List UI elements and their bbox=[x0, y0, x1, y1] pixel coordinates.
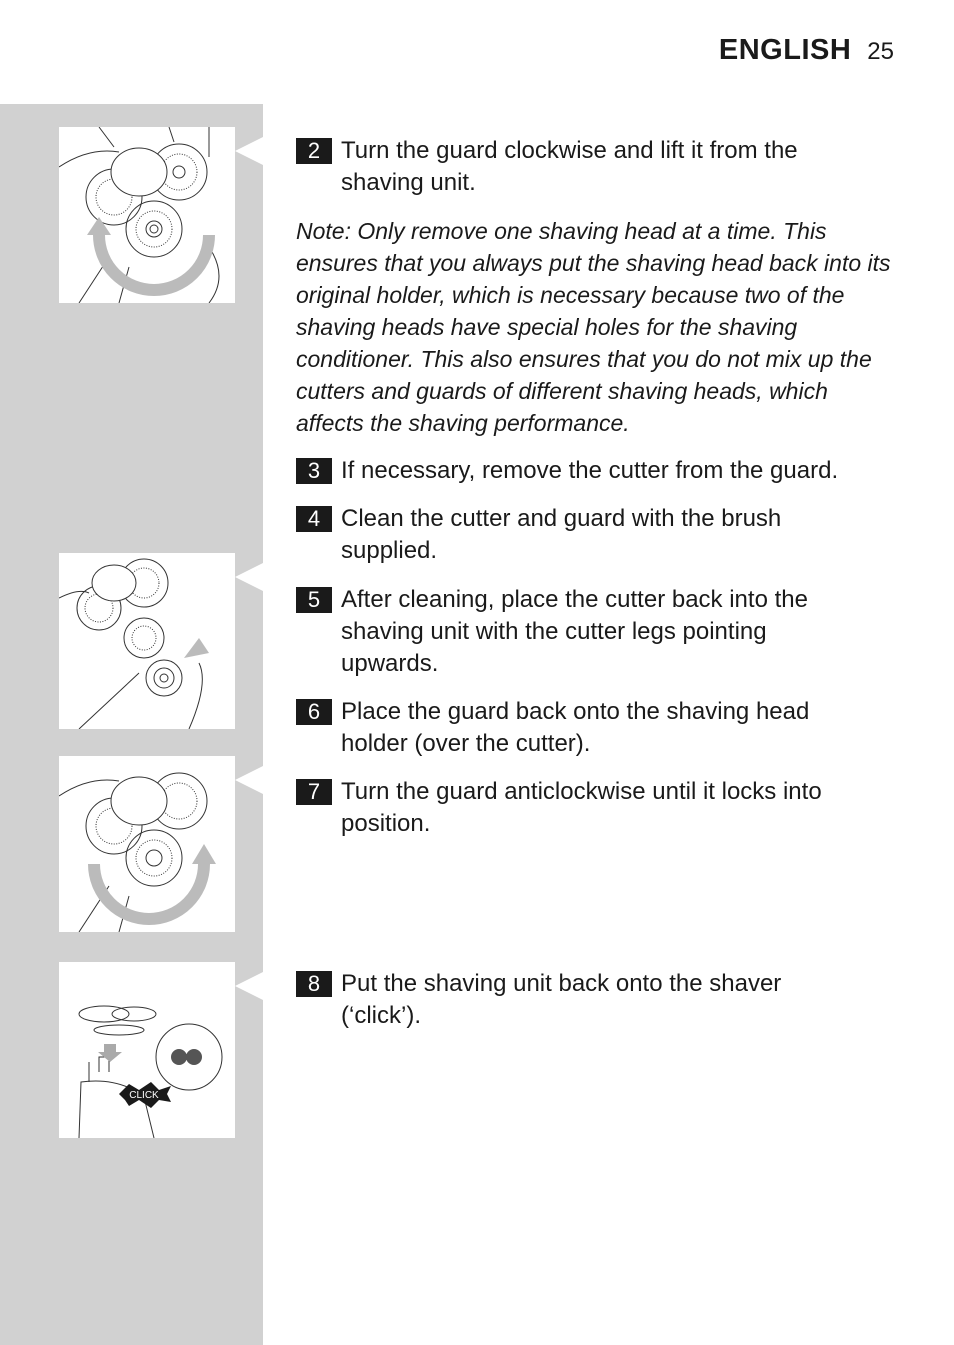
step-3 bbox=[296, 455, 896, 503]
step-text: After cleaning, place the cutter back into the shaving unit with the cutter legs pointing upwards. bbox=[341, 586, 808, 677]
step-number: 3 bbox=[296, 458, 332, 484]
shaver-click-illustration bbox=[59, 962, 235, 1138]
step-text: Turn the guard anticlockwise until it locks into position. bbox=[341, 778, 822, 837]
step-text: If necessary, remove the cutter from the guard. bbox=[341, 457, 839, 484]
step-2 bbox=[296, 135, 866, 215]
step-text: Put the shaving unit back onto the shaver (‘click’). bbox=[341, 970, 782, 1029]
figure-remove-cutter bbox=[59, 553, 235, 729]
click-label: CLICK bbox=[129, 1090, 159, 1101]
figure-remove-guard bbox=[59, 127, 235, 303]
step-number: 4 bbox=[296, 506, 332, 532]
step-4 bbox=[296, 503, 856, 584]
figure-attach-unit bbox=[59, 962, 235, 1138]
rotate-arrow-icon bbox=[99, 235, 209, 290]
pointer-triangle bbox=[235, 137, 263, 165]
step-6 bbox=[296, 696, 866, 776]
step-5 bbox=[296, 584, 836, 696]
step-number: 7 bbox=[296, 779, 332, 805]
note-text: Note: Only remove one shaving head at a time. This ensures that you always put the shaving head back into its original holder, which is necessary because two of the shaving heads have special holes for the shaving conditioner. This also ensures that you do not mix up the cutters and guards of different shaving heads, which affects the shaving performance. bbox=[296, 218, 891, 436]
cutter-removal-illustration bbox=[59, 553, 235, 729]
step-number: 8 bbox=[296, 971, 332, 997]
step-text: Turn the guard clockwise and lift it from the shaving unit. bbox=[341, 137, 798, 196]
figure-replace-guard bbox=[59, 756, 235, 932]
arrow-down-icon bbox=[98, 1044, 122, 1062]
step-8 bbox=[296, 968, 856, 1032]
step-number: 2 bbox=[296, 138, 332, 164]
instructions-column bbox=[296, 135, 896, 1032]
shaving-head-anticlockwise-illustration bbox=[59, 756, 235, 932]
shaving-head-clockwise-illustration bbox=[59, 127, 235, 303]
step-number: 5 bbox=[296, 587, 332, 613]
page-header bbox=[719, 34, 894, 67]
language-heading: ENGLISH bbox=[718, 34, 852, 66]
step-7 bbox=[296, 776, 896, 968]
page-number: 25 bbox=[867, 38, 894, 65]
step-number: 6 bbox=[296, 699, 332, 725]
pointer-triangle bbox=[235, 563, 263, 591]
pointer-triangle bbox=[235, 972, 263, 1000]
rotate-arrow-icon bbox=[94, 864, 204, 919]
arrow-up-icon bbox=[184, 638, 209, 658]
pointer-triangle bbox=[235, 766, 263, 794]
step-text: Place the guard back onto the shaving head holder (over the cutter). bbox=[341, 698, 810, 757]
step-text: Clean the cutter and guard with the brush supplied. bbox=[341, 505, 782, 564]
